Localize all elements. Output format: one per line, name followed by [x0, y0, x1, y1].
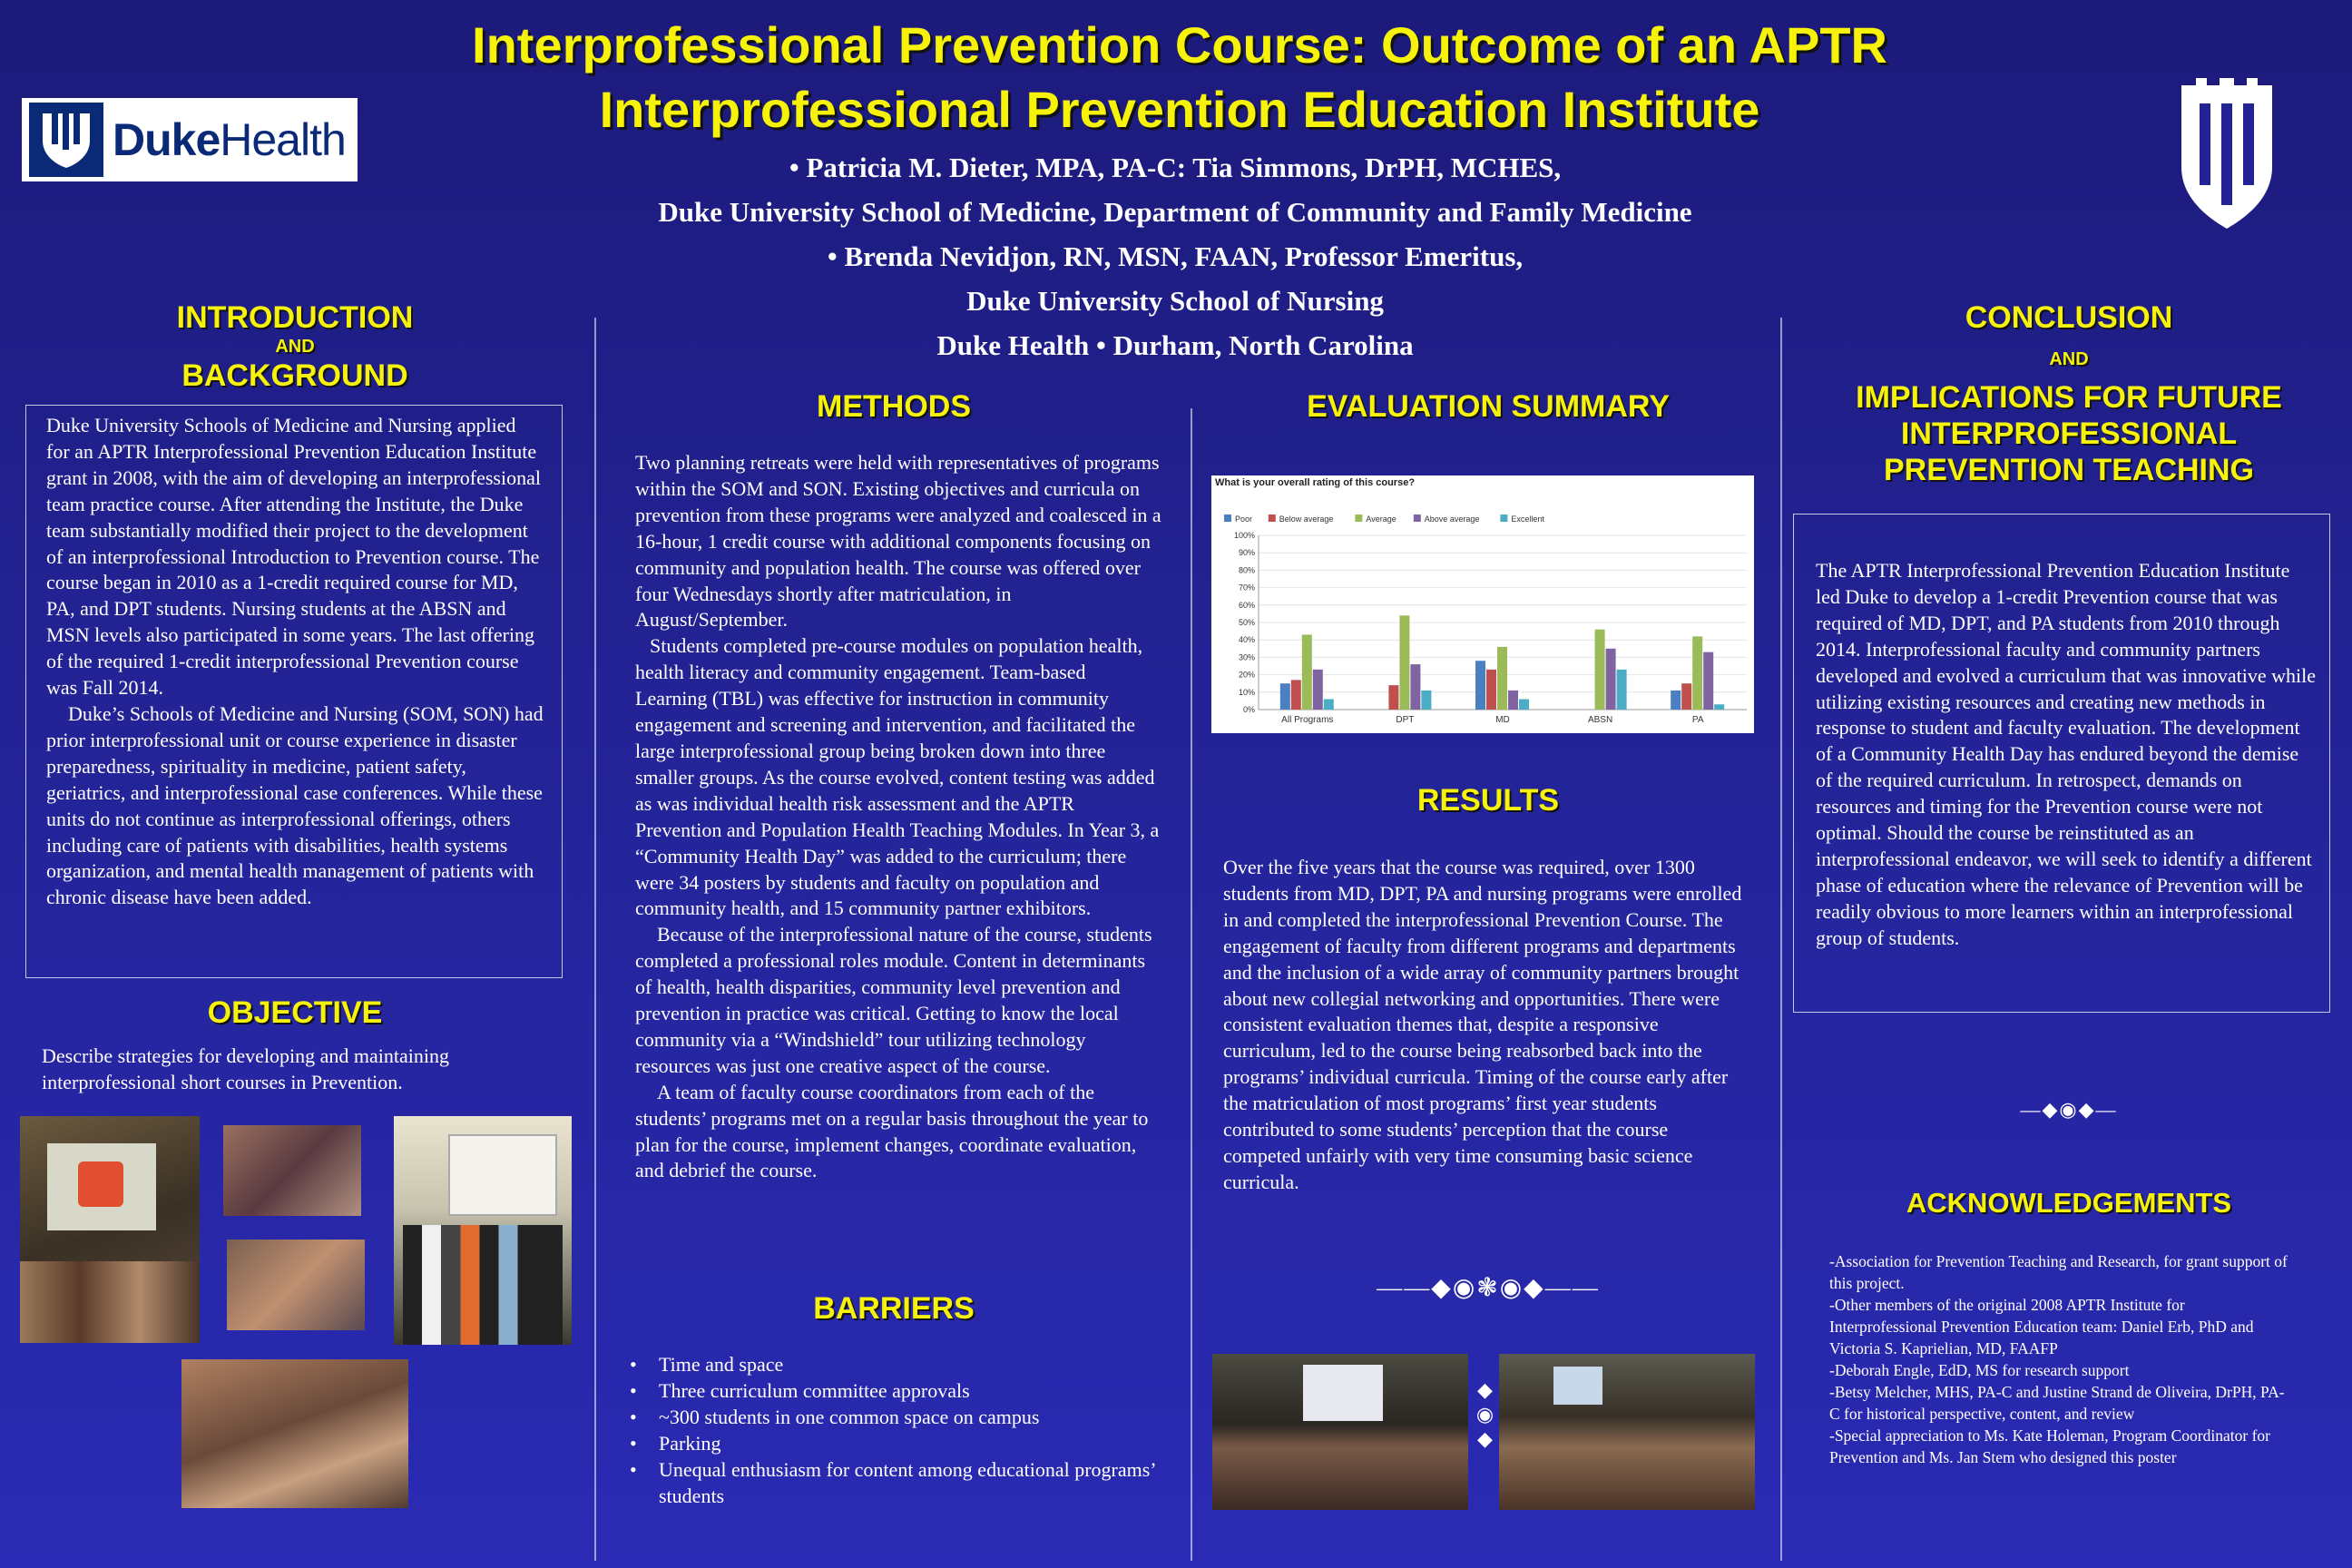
group-photo	[223, 1125, 361, 1216]
acknowledgements-list	[1829, 1250, 2294, 1468]
duke-health-logo	[22, 98, 358, 181]
acknowledgement-item: -Special appreciation to Ms. Kate Holeman, Program Coordinator for Prevention and Ms. Jan Stem who designed this poster	[1829, 1426, 2270, 1466]
acknowledgement-item: -Betsy Melcher, MHS, PA-C and Justine Strand de Oliveira, DrPH, PA-C for historical perspective, content, and review	[1829, 1383, 2285, 1423]
methods-paragraph: A team of faculty course coordinators from each of the students’ programs met on a regular basis throughout the year to plan for the course, implement changes, coordinate evaluation, and debrief the course.	[635, 1080, 1149, 1182]
ornament-divider: —◆◉◆—	[2020, 1098, 2118, 1121]
logo-wordmark: DukeHealth	[113, 114, 346, 165]
methods-paragraph: Students completed pre-course modules on population health, health literacy and community engagement. Team-based Learning (TBL) was effective for instruction in community engagement and screening and intervention, and facilitated the large interprofessional group being broken down into three smaller groups. As the course evolved, content testing was added as was individual health risk assessment and the APTR Prevention and Population Health Teaching Modules. In Year 3, a “Community Health Day” was added to the curriculum; there were 34 posters by students and faculty on population and community health, and 15 community partner exhibitors.	[635, 634, 1160, 920]
chart-title: What is your overall rating of this course?	[1215, 477, 1416, 488]
author-line: Duke University School of Medicine, Department of Community and Family Medicine	[658, 196, 1692, 228]
evaluation-heading: EVALUATION SUMMARY	[1307, 389, 1670, 424]
author-line: • Patricia M. Dieter, MPA, PA-C: Tia Simmons, DrPH, MCHES,	[789, 152, 1562, 183]
legend-label: Excellent	[1511, 514, 1544, 524]
results-heading: RESULTS	[1416, 783, 1560, 818]
bar	[1421, 691, 1431, 710]
objective-heading: OBJECTIVE	[207, 995, 383, 1030]
bar	[1714, 704, 1724, 710]
bar	[1617, 670, 1627, 710]
barrier-item: • ~300 students in one common space on campus	[626, 1405, 1161, 1431]
presentation-photo	[394, 1116, 572, 1345]
acknowledgement-item: -Other members of the original 2008 APTR Institute for Interprofessional Prevention Education team: Daniel Erb, PhD and Victoria S. Kaprielian, MD, FAAFP	[1829, 1296, 2254, 1357]
author-line: • Brenda Nevidjon, RN, MSN, FAAN, Professor Emeritus,	[827, 240, 1524, 272]
legend-swatch	[1269, 514, 1276, 522]
acknowledgement-item: -Deborah Engle, EdD, MS for research support	[1829, 1361, 2130, 1379]
legend-label: Average	[1366, 514, 1396, 524]
conclusion-text: The APTR Interprofessional Prevention Education Institute led Duke to develop a 1-credit Prevention course that was required of MD, DPT, and PA students from 2010 through 2014. Interprofessional faculty and community partners developed and evolved a curriculum that was innovative while utilizing existing resources and creating new methods in response to student and faculty evaluation. The development of a Community Health Day has endured beyond the demise of the required curriculum. In retrospect, demands on resources and timing for the Prevention course were not optimal. Should the course be reinstituted as an interprofessional endeavor, we will seek to identify a different phase of education where the relevance of Prevention will be readily obvious to more learners within an interprofessional group of students.	[1816, 559, 2317, 949]
y-tick-label: 0%	[1242, 705, 1255, 714]
legend-label: Poor	[1235, 514, 1253, 524]
acknowledgement-item: -Association for Prevention Teaching and Research, for grant support of this project.	[1829, 1252, 2288, 1292]
x-tick-label: PA	[1691, 715, 1704, 725]
conclusion-heading-1: CONCLUSION	[1965, 300, 2173, 335]
bar	[1410, 664, 1420, 710]
author-line: Duke Health • Durham, North Carolina	[936, 329, 1414, 361]
x-tick-label: MD	[1495, 715, 1510, 725]
bar	[1681, 683, 1691, 710]
projector-screen	[47, 1143, 156, 1230]
bar	[1324, 699, 1334, 710]
conclusion-box	[1793, 514, 2330, 1013]
bar	[1388, 685, 1398, 710]
intro-heading-and: AND	[275, 337, 315, 357]
y-tick-label: 50%	[1238, 618, 1255, 627]
duke-chapel-shield-icon	[2178, 76, 2276, 230]
barriers-list	[626, 1352, 1161, 1509]
legend-label: Above average	[1424, 514, 1480, 524]
x-tick-label: DPT	[1396, 715, 1415, 725]
auditorium-photo	[1212, 1354, 1468, 1510]
barrier-item: • Unequal enthusiasm for content among educational programs’ students	[626, 1457, 1161, 1510]
bar	[1671, 691, 1681, 710]
methods-paragraph: Because of the interprofessional nature of the course, students completed a professional roles module. Content in determinants of health, health disparities, community level prevention and prevention in practice was critical. Getting to know the local community via a “Windshield” tour utilizing technology resources was just one creative aspect of the course.	[635, 923, 1152, 1077]
results-text: Over the five years that the course was required, over 1300 students from MD, DPT, PA and nursing programs were enrolled in and completed the interprofessional Prevention Course. The engagement of faculty from different programs and departments and the inclusion of a wide array of community partners brought about new collegial networking and opportunities. There were consistent evaluation themes that, despite a responsive curriculum, led to the course being reabsorbed back into the programs’ individual curricula. Timing of the course early after the matriculation of most programs’ first year students contributed to some students’ perception that the course competed unfairly with very time consuming basic science curricula.	[1223, 856, 1742, 1193]
bar	[1313, 670, 1323, 710]
legend-swatch	[1414, 514, 1421, 522]
objective-text: Describe strategies for developing and maintaining interprofessional short courses in Prevention.	[42, 1044, 450, 1093]
column-divider	[594, 318, 596, 1561]
y-tick-label: 60%	[1238, 600, 1255, 610]
y-tick-label: 10%	[1238, 687, 1255, 697]
students-photo	[227, 1240, 365, 1330]
author-line: Duke University School of Nursing	[966, 285, 1384, 317]
evaluation-chart	[1211, 475, 1754, 733]
methods-body	[635, 450, 1161, 1184]
duke-shield-icon	[29, 103, 103, 177]
legend-swatch	[1355, 514, 1362, 522]
y-tick-label: 40%	[1238, 635, 1255, 645]
x-tick-label: ABSN	[1587, 715, 1613, 725]
barrier-item: • Parking	[626, 1431, 1161, 1457]
conclusion-heading-and: AND	[2049, 349, 2089, 369]
poster-title	[227, 13, 2132, 142]
intro-heading	[18, 299, 572, 394]
methods-heading: METHODS	[817, 389, 971, 424]
bar	[1508, 691, 1518, 710]
bar	[1486, 670, 1496, 710]
y-tick-label: 90%	[1238, 548, 1255, 558]
methods-paragraph: Two planning retreats were held with representatives of programs within the SOM and SON. Existing objectives and curricula on prevention from these programs were analyzed and coalesced in a 16-hour, 1 credit course with additional components focusing on community and population health. The course was offered over four Wednesdays shortly after matriculation, in August/September.	[635, 451, 1161, 632]
intro-box	[25, 405, 563, 978]
intro-heading-1: INTRODUCTION	[176, 300, 414, 335]
intro-heading-2: BACKGROUND	[181, 358, 408, 393]
author-block	[544, 145, 1806, 368]
x-tick-label: All Programs	[1281, 715, 1334, 725]
bar	[1606, 649, 1616, 710]
bar	[1497, 647, 1507, 710]
intro-paragraph: Duke University Schools of Medicine and Nursing applied for an APTR Interprofessional Prevention Education Institute grant in 2008, with the aim of developing an interprofessional team practice course. After attending the Institute, the Duke team substantially modified their project to the development of an interprofessional Introduction to Prevention course. The course began in 2010 as a 1-credit required course for MD, PA, and DPT students. Nursing students at the ABSN and MSN levels also participated in some years. The last offering of the required 1-credit interprofessional Prevention course was Fall 2014.	[46, 414, 541, 700]
barrier-item: • Time and space	[626, 1352, 1161, 1378]
poster-title-line2: Interprofessional Prevention Education Institute	[599, 81, 1760, 138]
ornament-divider: ——◆◉❃◉◆——	[1377, 1274, 1600, 1302]
conclusion-heading-2: IMPLICATIONS FOR FUTURE INTERPROFESSIONAL PREVENTION TEACHING	[1856, 380, 2282, 487]
y-tick-label: 30%	[1238, 652, 1255, 662]
bar	[1475, 661, 1485, 710]
small-group-photo	[181, 1359, 408, 1508]
bar	[1519, 699, 1529, 710]
bar	[1692, 636, 1702, 710]
bar	[1291, 680, 1301, 710]
bar	[1399, 615, 1409, 710]
bar	[1703, 652, 1713, 710]
y-tick-label: 20%	[1238, 670, 1255, 680]
bar	[1595, 630, 1605, 710]
legend-label: Below average	[1279, 514, 1334, 524]
y-tick-label: 100%	[1233, 531, 1255, 540]
bar	[1280, 683, 1290, 710]
column-divider	[1780, 318, 1782, 1561]
acknowledgements-heading: ACKNOWLEDGEMENTS	[1906, 1187, 2232, 1219]
legend-swatch	[1500, 514, 1507, 522]
poster-title-line1: Interprofessional Prevention Course: Outcome of an APTR	[472, 16, 1887, 74]
barrier-item: • Three curriculum committee approvals	[626, 1378, 1161, 1405]
y-tick-label: 80%	[1238, 565, 1255, 575]
legend-swatch	[1224, 514, 1231, 522]
evaluation-chart-svg	[1211, 475, 1754, 733]
auditorium-photo	[1499, 1354, 1755, 1510]
column-divider	[1191, 408, 1192, 1561]
conclusion-heading	[1792, 299, 2346, 488]
classroom-photo	[20, 1116, 200, 1343]
intro-paragraph: Duke’s Schools of Medicine and Nursing (SOM, SON) had prior interprofessional unit or course experience in disaster preparedness, spirituality in medicine, patient safety, geriatrics, and interprofessional case conferences. While these units do not continue as interprofessional offerings, others including care of patients with disabilities, health systems organization, and mental health management of patients with chronic disease have been added.	[46, 701, 544, 909]
y-tick-label: 70%	[1238, 583, 1255, 593]
barriers-heading: BARRIERS	[813, 1291, 975, 1326]
bar	[1302, 634, 1312, 710]
ornament-vertical: ◆◉◆	[1475, 1379, 1497, 1453]
